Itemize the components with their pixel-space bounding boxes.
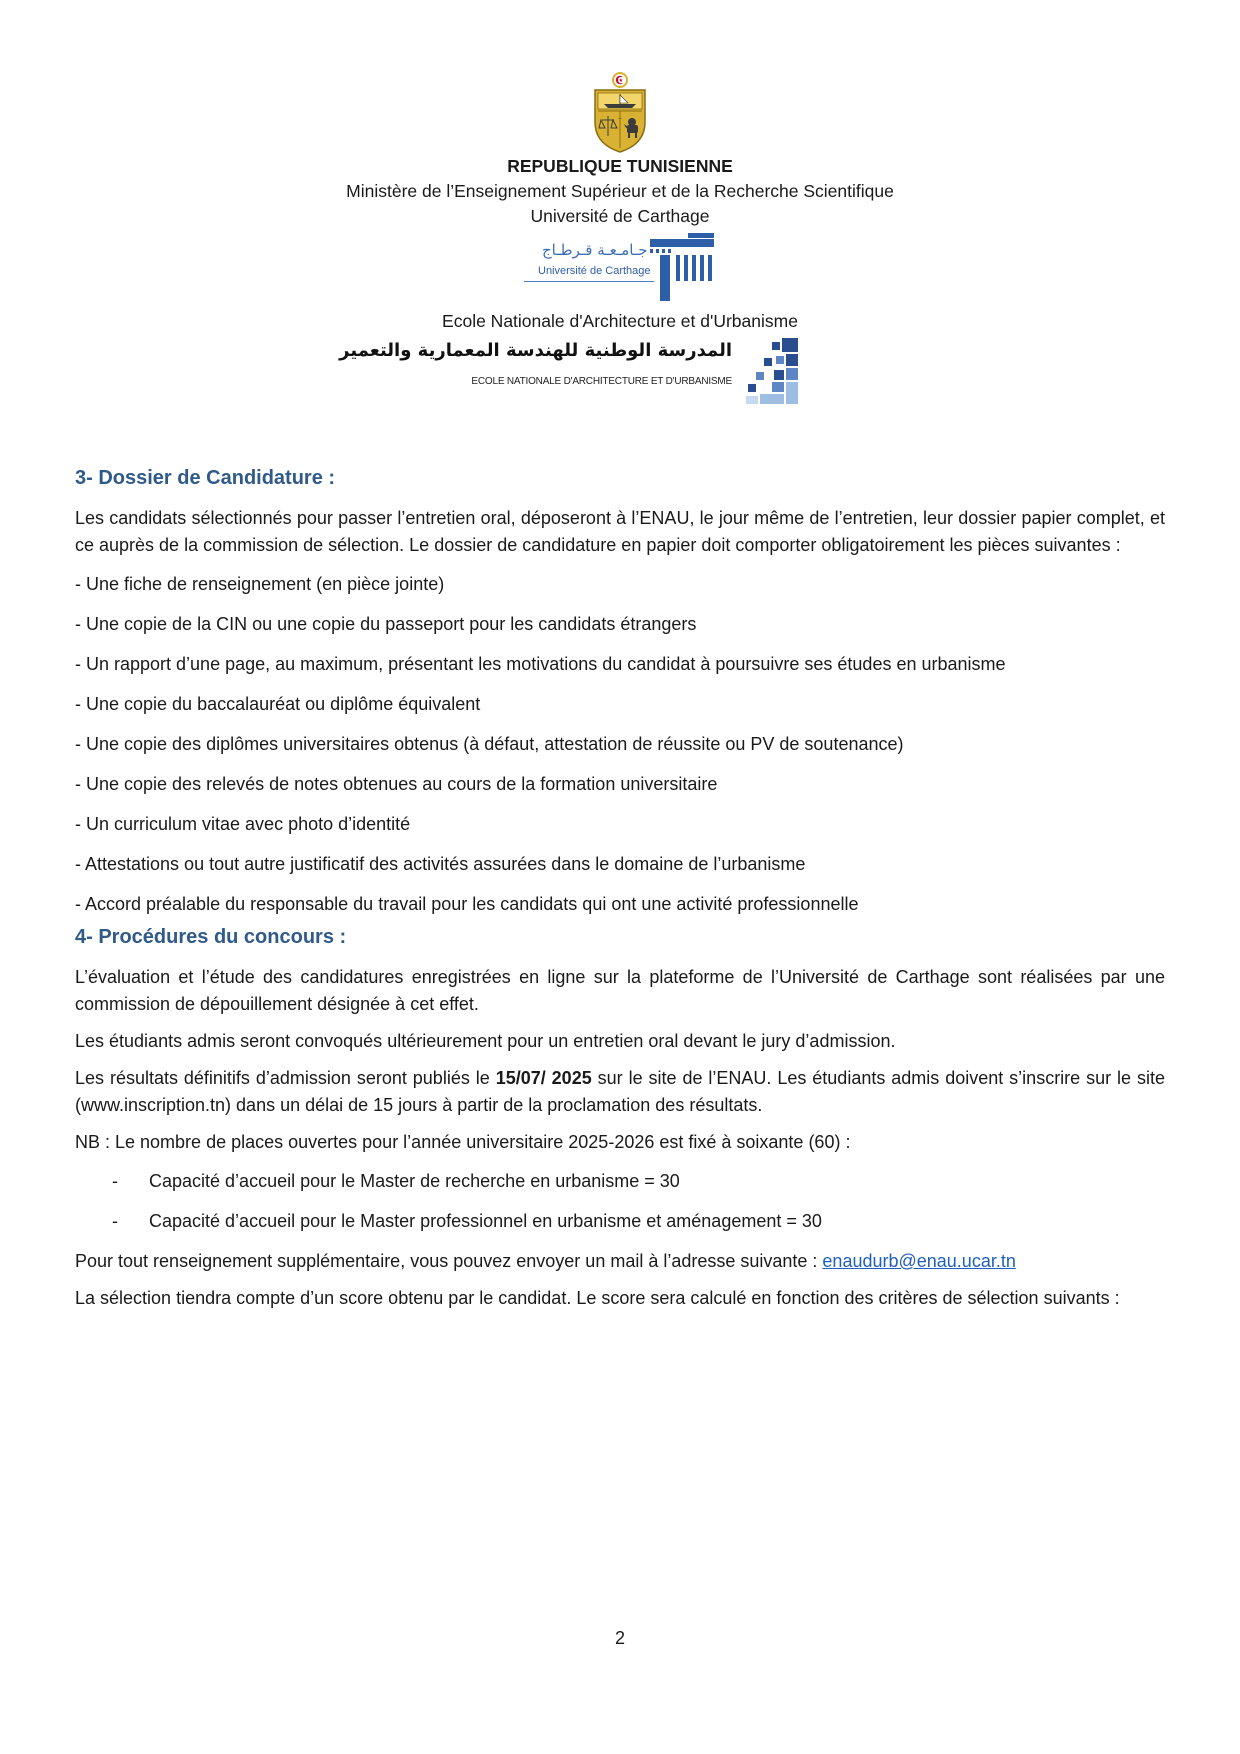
university-name: Université de Carthage	[530, 206, 710, 226]
required-documents-list	[75, 571, 1165, 918]
columns-icon	[648, 233, 718, 303]
contact-paragraph	[75, 1248, 1165, 1275]
tunisia-coat-of-arms-icon	[590, 70, 650, 154]
list-item: - Une copie des diplômes universitaires obtenus (à défaut, attestation de réussite ou PV de soutenance)	[75, 734, 904, 754]
list-item: - Une copie des relevés de notes obtenues au cours de la formation universitaire	[75, 774, 718, 794]
list-item: - Attestations ou tout autre justificatif des activités assurées dans le domaine de l’urbanisme	[75, 854, 806, 874]
list-item: - Un rapport d’une page, au maximum, présentant les motivations du candidat à poursuivre ses études en urbanisme	[75, 654, 1006, 674]
list-item	[75, 1208, 1165, 1235]
uc-logo-rule	[524, 281, 654, 282]
uc-logo-arabic-text: جـامـعـة قـرطـاج	[542, 241, 648, 259]
university-of-carthage-logo	[520, 233, 720, 305]
section-3-intro: Les candidats sélectionnés pour passer l’entretien oral, déposeront à l’ENAU, le jour même de l’entretien, leur dossier papier complet, et ce auprès de la commission de sélection. Le dossier de candidature en papier doit comporter obligatoirement les pièces suivantes :	[75, 508, 1165, 555]
section-4-title: 4- Procédures du concours :	[75, 926, 347, 948]
capacity-research: Capacité d’accueil pour le Master de recherche en urbanisme = 30	[149, 1171, 680, 1191]
page-number: 2	[614, 1628, 625, 1648]
document-body	[75, 465, 1165, 1322]
capacity-professional: Capacité d’accueil pour le Master professionnel en urbanisme et aménagement = 30	[149, 1211, 822, 1231]
capacity-list	[75, 1168, 1165, 1235]
uc-logo-french-text: Université de Carthage	[538, 265, 651, 277]
list-item: - Une fiche de renseignement (en pièce jointe)	[75, 574, 445, 594]
section-3-title: 3- Dossier de Candidature :	[75, 467, 336, 489]
list-item: - Une copie de la CIN ou une copie du passeport pour les candidats étrangers	[75, 614, 697, 634]
enau-logo	[339, 336, 800, 408]
school-name: Ecole Nationale d'Architecture et d'Urbanisme	[442, 311, 798, 331]
country-name: REPUBLIQUE TUNISIENNE	[507, 156, 733, 176]
list-item: - Une copie du baccalauréat ou diplôme équivalent	[75, 694, 481, 714]
results-paragraph	[75, 1065, 1165, 1119]
nb-paragraph: NB : Le nombre de places ouvertes pour l’année universitaire 2025-2026 est fixé à soixante (60) :	[75, 1132, 851, 1152]
contact-text: Pour tout renseignement supplémentaire, vous pouvez envoyer un mail à l’adresse suivante :	[75, 1251, 823, 1271]
enau-logo-french-text: ECOLE NATIONALE D'ARCHITECTURE ET D'URBANISME	[471, 376, 732, 387]
selection-paragraph: La sélection tiendra compte d’un score obtenu par le candidat. Le score sera calculé en fonction des critères de sélection suivants :	[75, 1288, 1120, 1308]
list-item: - Accord préalable du responsable du travail pour les candidats qui ont une activité professionnelle	[75, 894, 859, 914]
ministry-name: Ministère de l’Enseignement Supérieur et de la Recherche Scientifique	[346, 181, 894, 201]
enau-logo-arabic-text: المدرسة الوطنية للهندسة المعمارية والتعمير	[339, 340, 732, 361]
section-4-paragraph-2: Les étudiants admis seront convoqués ultérieurement pour un entretien oral devant le jury d’admission.	[75, 1031, 896, 1051]
results-text-before: Les résultats définitifs d’admission seront publiés le	[75, 1068, 496, 1088]
enau-stair-mark-icon	[746, 338, 798, 404]
dash-bullet: -	[112, 1211, 118, 1231]
contact-email-link[interactable]: enaudurb@enau.ucar.tn	[822, 1251, 1016, 1271]
results-date: 15/07/ 2025	[495, 1068, 592, 1088]
section-4-paragraph-1: L’évaluation et l’étude des candidatures enregistrées en ligne sur la plateforme de l’Université de Carthage sont réalisées par une commission de dépouillement désignée à cet effet.	[75, 967, 1165, 1014]
svg-text:—: —	[618, 116, 622, 121]
list-item: - Un curriculum vitae avec photo d’identité	[75, 814, 411, 834]
letterhead	[0, 70, 1240, 408]
list-item	[75, 1168, 1165, 1195]
results-text-after: sur le site de l’ENAU. Les étudiants admis doivent s’inscrire sur le site (www.inscription.tn) dans un délai de 15 jours à partir de la proclamation des résultats.	[75, 1068, 1165, 1115]
dash-bullet: -	[112, 1171, 118, 1191]
